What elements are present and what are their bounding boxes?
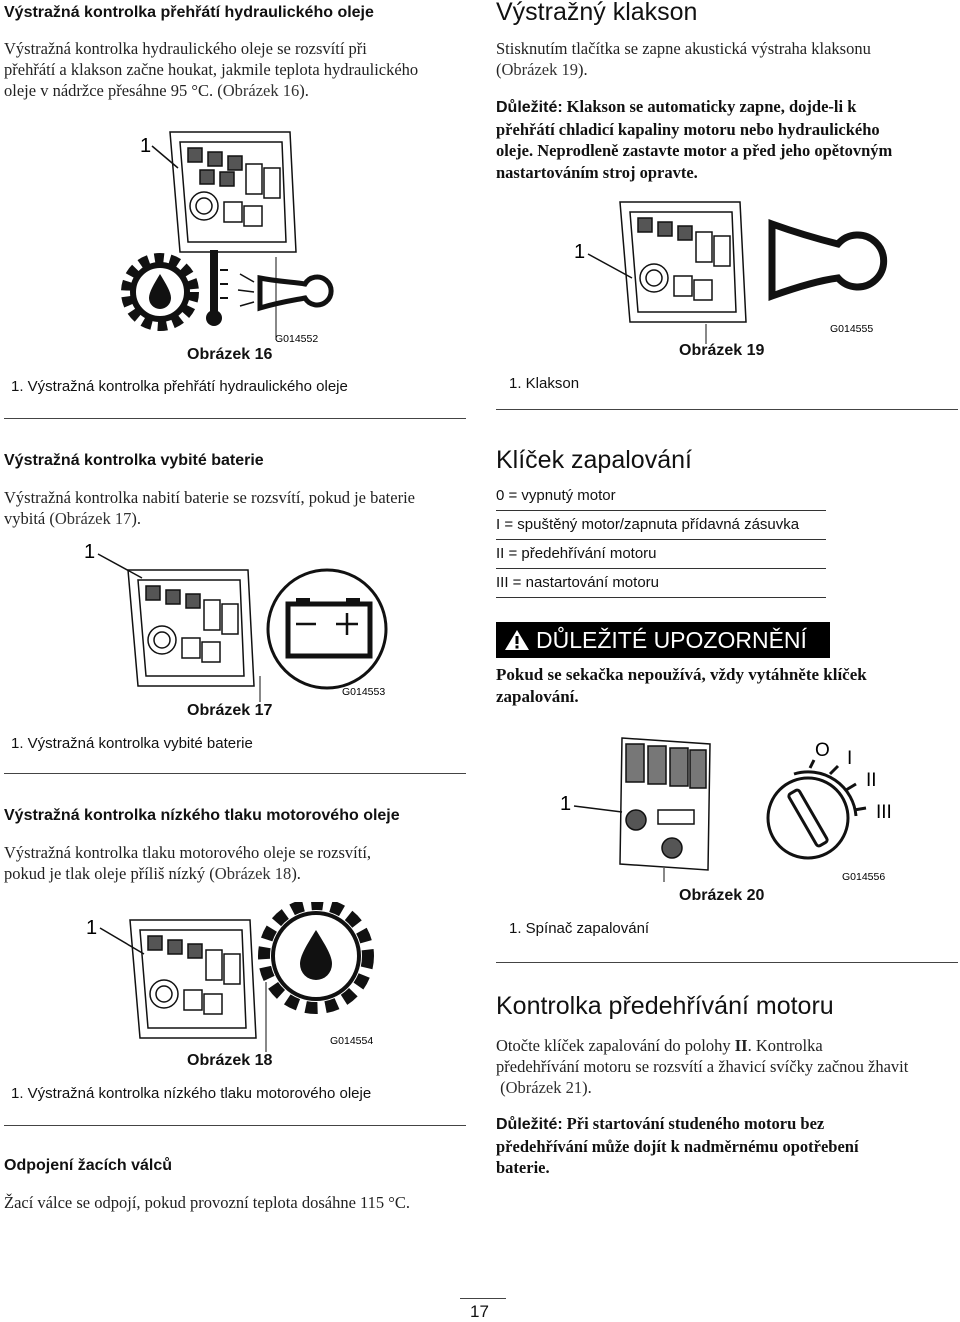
- hyd-oil-heading: Výstražná kontrolka přehřátí hydraulického oleje: [4, 4, 374, 21]
- ignition-position-label: O: [815, 740, 830, 761]
- callout-number: 1: [86, 917, 98, 939]
- glow-plug-text-line: předehřívání motoru se rozsvítí a žhavicí svíčky začnou žhavit: [496, 1057, 909, 1076]
- warning-text-line: zapalování.: [496, 687, 579, 706]
- page-number: 17: [470, 1302, 489, 1321]
- hyd-oil-text-line: přehřátí a klakson začne houkat, jakmile teplota hydraulického: [4, 60, 419, 79]
- figure-19-link[interactable]: Obrázek 19: [501, 60, 579, 79]
- switch-panel-drawing: [620, 738, 710, 870]
- ignition-key-heading: Klíček zapalování: [496, 446, 692, 474]
- switch-panel-drawing: [130, 920, 256, 1038]
- figure-code: G014552: [275, 333, 319, 345]
- hydraulic-oil-temperature-icon: [127, 250, 228, 326]
- horn-icon: [238, 274, 331, 308]
- ignition-position-label: II: [866, 770, 877, 791]
- figure-18-legend: 1. Výstražná kontrolka nízkého tlaku motorového oleje: [11, 1085, 372, 1102]
- divider: [496, 409, 958, 410]
- ignition-position-row: II = předehřívání motoru: [496, 545, 826, 569]
- oil-pressure-text-line: pokud je tlak oleje příliš nízký (Obrázek 18).: [4, 864, 301, 883]
- horn-important-line: oleje. Neprodleně zastavte motor a před jeho opětovným: [496, 141, 893, 160]
- hyd-oil-text-line: oleje v nádržce přesáhne 95 °C. (Obrázek 16).: [4, 81, 309, 100]
- ignition-switch-icon: [768, 760, 866, 858]
- ignition-position-row: III = nastartování motoru: [496, 574, 826, 598]
- divider: [4, 773, 466, 774]
- figure-17-caption: Obrázek 17: [187, 702, 273, 719]
- important-label: Důležité:: [496, 99, 563, 116]
- oil-pressure-text: [4, 842, 474, 884]
- figure-code: G014555: [830, 323, 874, 335]
- glow-plug-text-line: (Obrázek 21).: [500, 1078, 592, 1097]
- glow-plug-important-line: předehřívání může dojít k nadměrnému opotřebení: [496, 1136, 859, 1156]
- callout-number: 1: [574, 241, 586, 263]
- divider: [4, 418, 466, 419]
- figure-20: [560, 730, 900, 882]
- horn-heading: Výstražný klakson: [496, 0, 698, 26]
- battery-icon: [268, 570, 386, 688]
- divider: [4, 1125, 466, 1126]
- figure-20-legend: 1. Spínač zapalování: [509, 920, 650, 937]
- figure-code: G014556: [842, 871, 886, 882]
- glow-plug-text-line: Otočte klíček zapalování do polohy II. Kontrolka: [496, 1036, 823, 1055]
- figure-18-caption: Obrázek 18: [187, 1052, 273, 1069]
- callout-number: 1: [140, 135, 152, 157]
- warning-title: DŮLEŽITÉ UPOZORNĚNÍ: [536, 626, 807, 653]
- ignition-position-row: 0 = vypnutý motor: [496, 487, 826, 511]
- switch-panel-drawing: [170, 132, 296, 252]
- callout-number: 1: [560, 793, 572, 815]
- reel-disengage-heading: Odpojení žacích válců: [4, 1157, 173, 1174]
- horn-text: [496, 38, 956, 80]
- warning-banner: [496, 622, 830, 658]
- figure-16: [100, 112, 480, 374]
- hyd-oil-text: [4, 38, 474, 101]
- switch-panel-drawing: [128, 570, 254, 686]
- figure-code: G014553: [342, 686, 386, 698]
- horn-important-line: nastartováním stroj opravte.: [496, 162, 698, 182]
- horn-text-line: Stisknutím tlačítka se zapne akustická výstraha klaksonu: [496, 39, 871, 58]
- figure-19: [560, 196, 890, 346]
- glow-plug-important-line: Důležité: Při startování studeného motoru bez: [496, 1114, 825, 1133]
- horn-icon: [772, 224, 884, 296]
- oil-pressure-text-line: Výstražná kontrolka tlaku motorového oleje se rozsvítí,: [4, 843, 372, 862]
- hyd-oil-text-line: Výstražná kontrolka hydraulického oleje se rozsvítí při: [4, 39, 367, 58]
- horn-important-line: Důležité: Klakson se automaticky zapne, dojde-li k: [496, 97, 857, 116]
- figure-21-link[interactable]: Obrázek 21: [505, 1078, 583, 1097]
- glow-plug-text: [496, 1035, 960, 1098]
- figure-16-caption: Obrázek 16: [187, 346, 273, 363]
- figure-17: [80, 536, 410, 706]
- figure-18: [80, 902, 400, 1062]
- callout-number: 1: [84, 541, 96, 563]
- switch-panel-drawing: [620, 202, 746, 322]
- page-number-rule: [460, 1298, 506, 1299]
- warning-text: [496, 664, 960, 708]
- horn-important-line: přehřátí chladicí kapaliny motoru nebo hydraulického: [496, 119, 880, 139]
- battery-text-line: vybitá (Obrázek 17).: [4, 509, 142, 528]
- glow-plug-important-line: baterie.: [496, 1158, 550, 1177]
- figure-20-caption: Obrázek 20: [679, 887, 765, 904]
- glow-plug-important-note: [496, 1113, 960, 1179]
- horn-text-line: (Obrázek 19).: [496, 60, 588, 79]
- battery-heading: Výstražná kontrolka vybité baterie: [4, 452, 264, 469]
- figure-16-link[interactable]: Obrázek 16: [222, 81, 300, 100]
- warning-triangle-icon: [504, 628, 530, 652]
- figure-18-link[interactable]: Obrázek 18: [214, 864, 292, 883]
- figure-16-legend: 1. Výstražná kontrolka přehřátí hydraulického oleje: [11, 378, 348, 395]
- figure-17-legend: 1. Výstražná kontrolka vybité baterie: [11, 735, 253, 752]
- warning-text-line: Pokud se sekačka nepoužívá, vždy vytáhněte klíček: [496, 665, 867, 684]
- battery-text-line: Výstražná kontrolka nabití baterie se rozsvítí, pokud je baterie: [4, 488, 415, 507]
- oil-pressure-icon: [264, 904, 368, 1008]
- ignition-position-label: III: [876, 802, 892, 823]
- figure-17-link[interactable]: Obrázek 17: [54, 509, 132, 528]
- battery-text: [4, 487, 474, 529]
- figure-19-legend: 1. Klakson: [509, 375, 580, 392]
- ignition-position-label: I: [847, 748, 853, 769]
- divider: [496, 962, 958, 963]
- horn-important-note: [496, 96, 960, 183]
- reel-disengage-text: Žací válce se odpojí, pokud provozní teplota dosáhne 115 °C.: [4, 1193, 411, 1212]
- oil-pressure-heading: Výstražná kontrolka nízkého tlaku motorového oleje: [4, 807, 400, 824]
- important-label: Důležité:: [496, 1116, 563, 1133]
- figure-19-caption: Obrázek 19: [679, 342, 765, 359]
- ignition-position-row: I = spuštěný motor/zapnuta přídavná zásuvka: [496, 516, 826, 540]
- figure-code: G014554: [330, 1035, 374, 1047]
- glow-plug-heading: Kontrolka předehřívání motoru: [496, 992, 834, 1020]
